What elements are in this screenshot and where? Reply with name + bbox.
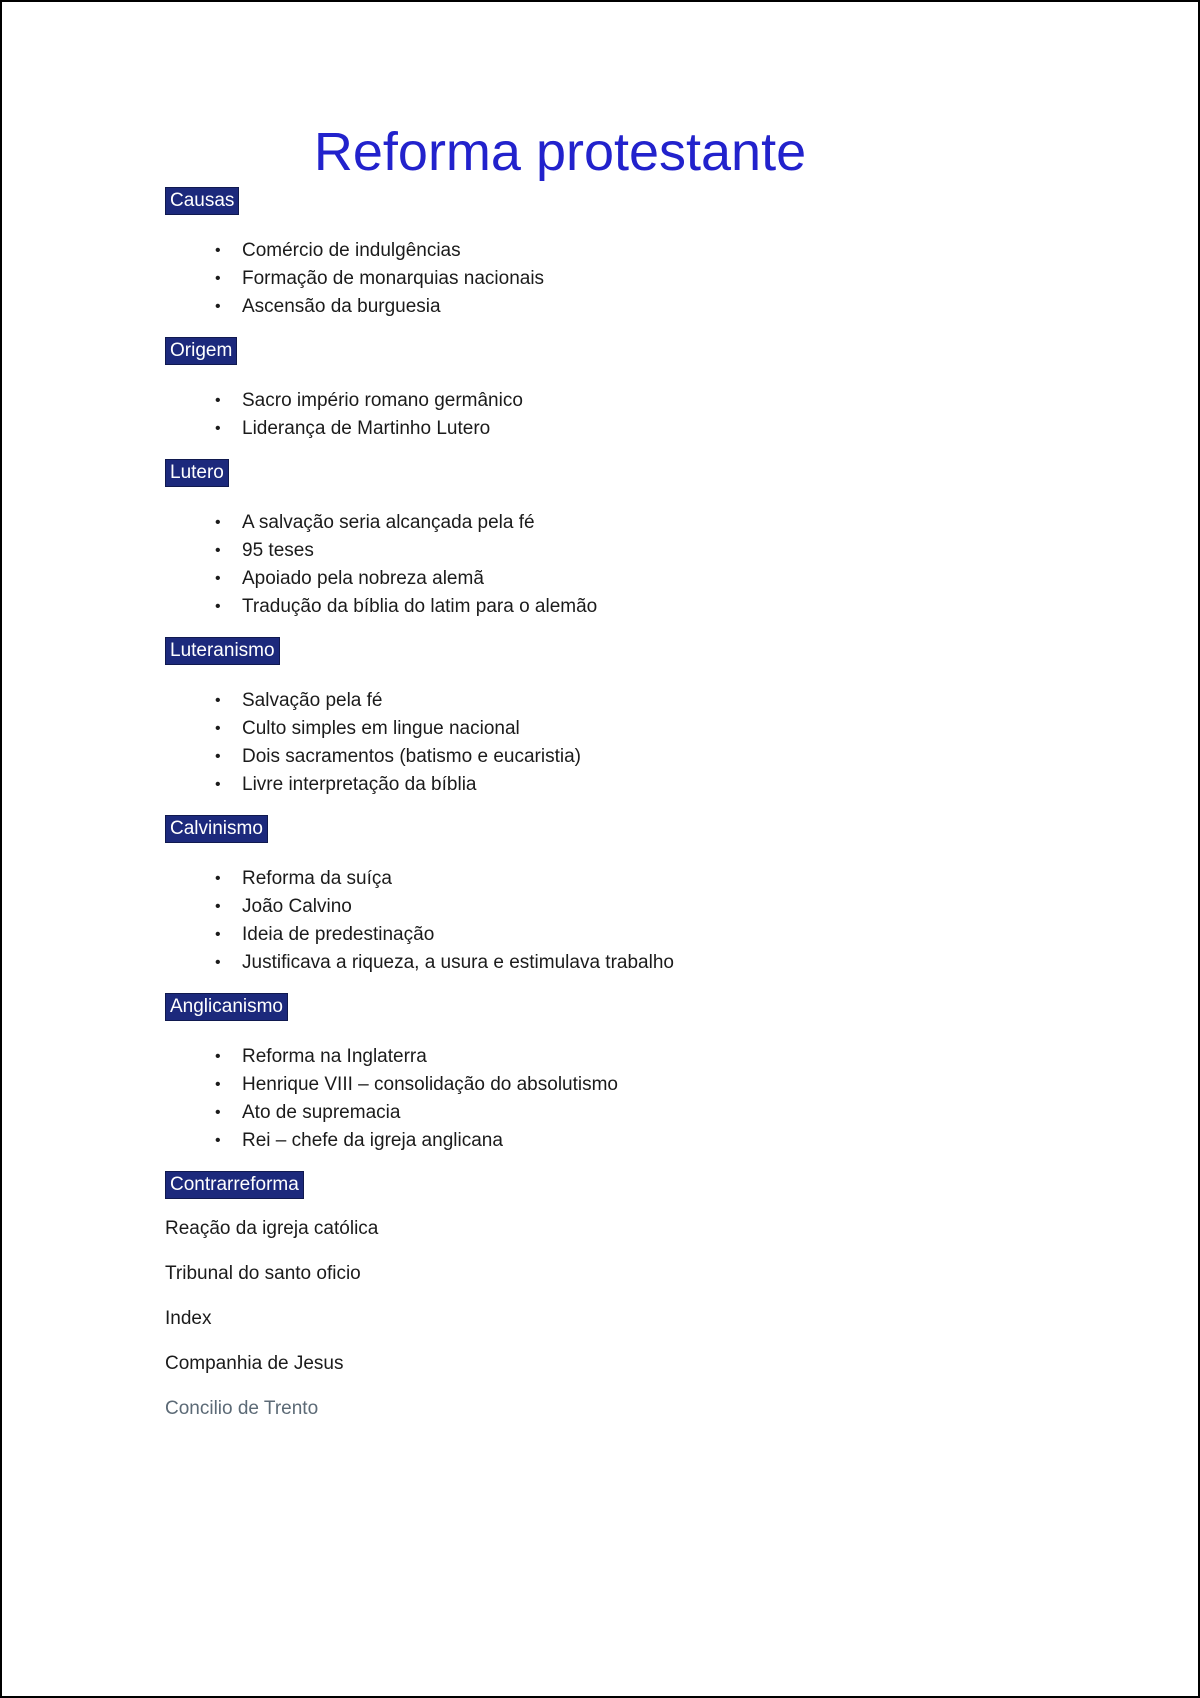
list-item xyxy=(165,865,1158,893)
section-header-calvinismo: Calvinismo xyxy=(165,815,268,843)
bullet-list-origem xyxy=(165,387,1158,443)
bullet-icon: • xyxy=(215,242,221,259)
list-item-text: Reforma na Inglaterra xyxy=(242,1046,427,1067)
list-item xyxy=(165,893,1158,921)
list-item-text: Livre interpretação da bíblia xyxy=(242,774,477,795)
list-item-text: Justificava a riqueza, a usura e estimulava trabalho xyxy=(242,952,674,973)
list-item xyxy=(165,715,1158,743)
bullet-icon: • xyxy=(215,542,221,559)
bullet-list-calvinismo xyxy=(165,865,1158,977)
list-item xyxy=(165,1099,1158,1127)
list-item-text: A salvação seria alcançada pela fé xyxy=(242,512,535,533)
list-item xyxy=(165,387,1158,415)
paragraph-tribunal: Tribunal do santo oficio xyxy=(165,1263,361,1284)
list-item xyxy=(165,743,1158,771)
list-item-text: Sacro império romano germânico xyxy=(242,390,523,411)
bullet-icon: • xyxy=(215,898,221,915)
bullet-icon: • xyxy=(215,870,221,887)
bullet-list-causas xyxy=(165,237,1158,321)
list-item-text: Henrique VIII – consolidação do absolutismo xyxy=(242,1074,619,1095)
section-calvinismo xyxy=(165,815,1158,977)
list-item xyxy=(165,921,1158,949)
bullet-icon: • xyxy=(215,1104,221,1121)
list-item-text: Ideia de predestinação xyxy=(242,924,435,945)
bullet-icon: • xyxy=(215,420,221,437)
list-item xyxy=(165,1071,1158,1099)
list-item-text: Comércio de indulgências xyxy=(242,240,461,261)
section-header-anglicanismo: Anglicanismo xyxy=(165,993,288,1021)
section-causas xyxy=(165,187,1158,321)
bullet-list-luteranismo xyxy=(165,687,1158,799)
bullet-list-anglicanismo xyxy=(165,1043,1158,1155)
list-item xyxy=(165,1043,1158,1071)
list-item-text: Apoiado pela nobreza alemã xyxy=(242,568,484,589)
paragraph-reacao: Reação da igreja católica xyxy=(165,1218,379,1239)
bullet-icon: • xyxy=(215,776,221,793)
bullet-icon: • xyxy=(215,692,221,709)
bullet-icon: • xyxy=(215,1048,221,1065)
section-header-luteranismo: Luteranismo xyxy=(165,637,280,665)
section-header-lutero: Lutero xyxy=(165,459,229,487)
section-anglicanismo xyxy=(165,993,1158,1155)
section-contrarreforma xyxy=(165,1171,1158,1199)
section-header-causas: Causas xyxy=(165,187,239,215)
list-item xyxy=(165,771,1158,799)
list-item xyxy=(165,949,1158,977)
page-title: Reforma protestante xyxy=(313,122,807,182)
list-item-text: Dois sacramentos (batismo e eucaristia) xyxy=(242,746,581,767)
bullet-icon: • xyxy=(215,1076,221,1093)
list-item-text: Ato de supremacia xyxy=(242,1102,401,1123)
section-header-contrarreforma: Contrarreforma xyxy=(165,1171,304,1199)
section-header-origem: Origem xyxy=(165,337,237,365)
list-item-text: Rei – chefe da igreja anglicana xyxy=(242,1130,503,1151)
section-origem xyxy=(165,337,1158,443)
bullet-icon: • xyxy=(215,954,221,971)
bullet-list-lutero xyxy=(165,509,1158,621)
section-lutero xyxy=(165,459,1158,621)
list-item-text: Tradução da bíblia do latim para o alemão xyxy=(242,596,598,617)
document-content xyxy=(2,117,1198,1422)
list-item xyxy=(165,593,1158,621)
list-item xyxy=(165,537,1158,565)
list-item xyxy=(165,1127,1158,1155)
list-item-text: Liderança de Martinho Lutero xyxy=(242,418,491,439)
bullet-icon: • xyxy=(215,748,221,765)
section-luteranismo xyxy=(165,637,1158,799)
bullet-icon: • xyxy=(215,392,221,409)
list-item xyxy=(165,293,1158,321)
list-item xyxy=(165,509,1158,537)
list-item xyxy=(165,265,1158,293)
list-item-text: Reforma da suíça xyxy=(242,868,392,889)
list-item-text: Culto simples em lingue nacional xyxy=(242,718,520,739)
bullet-icon: • xyxy=(215,270,221,287)
list-item xyxy=(165,415,1158,443)
bullet-icon: • xyxy=(215,720,221,737)
bullet-icon: • xyxy=(215,298,221,315)
list-item-text: Ascensão da burguesia xyxy=(242,296,441,317)
list-item-text: 95 teses xyxy=(242,540,314,561)
list-item-text: Salvação pela fé xyxy=(242,690,383,711)
bullet-icon: • xyxy=(215,570,221,587)
paragraph-concilio: Concilio de Trento xyxy=(165,1398,319,1419)
bullet-icon: • xyxy=(215,1132,221,1149)
list-item xyxy=(165,237,1158,265)
paragraph-index: Index xyxy=(165,1308,212,1329)
bullet-icon: • xyxy=(215,926,221,943)
list-item xyxy=(165,687,1158,715)
bullet-icon: • xyxy=(215,514,221,531)
paragraph-companhia: Companhia de Jesus xyxy=(165,1353,344,1374)
list-item-text: João Calvino xyxy=(242,896,352,917)
bullet-icon: • xyxy=(215,598,221,615)
list-item xyxy=(165,565,1158,593)
list-item-text: Formação de monarquias nacionais xyxy=(242,268,545,289)
